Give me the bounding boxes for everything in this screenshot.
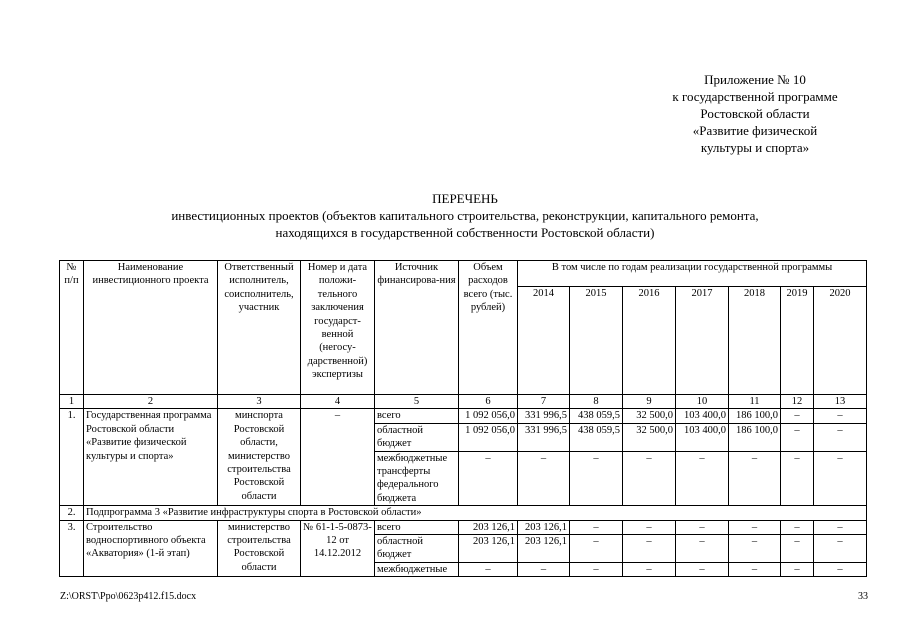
table-row	[60, 520, 867, 534]
value-cell: –	[781, 451, 814, 506]
project-executor: министерство строительства Ростовской области	[218, 520, 301, 577]
value-cell: 32 500,0	[623, 423, 676, 451]
value-cell: 203 126,1	[518, 535, 570, 563]
funding-source: областной бюджет	[375, 535, 459, 563]
value-cell: –	[676, 451, 729, 506]
value-cell: –	[814, 520, 867, 534]
value-cell: –	[814, 451, 867, 506]
project-expertise: № 61-1-5-0873-12 от 14.12.2012	[301, 520, 375, 577]
header-year: 2020	[814, 287, 867, 395]
appendix-line: «Развитие физической	[692, 123, 818, 138]
value-cell: –	[570, 535, 623, 563]
header-year: 2017	[676, 287, 729, 395]
header-year: 2014	[518, 287, 570, 395]
document-subtitle: находящихся в государственной собственности Ростовской области)	[275, 225, 655, 240]
header-year: 2015	[570, 287, 623, 395]
investment-projects-table	[59, 260, 867, 577]
value-cell: –	[570, 451, 623, 506]
value-cell: –	[623, 451, 676, 506]
appendix-line: культуры и спорта»	[700, 140, 810, 155]
document-title: ПЕРЕЧЕНЬ	[432, 191, 498, 206]
header-source: Источник финансирова-ния	[375, 261, 459, 395]
funding-source: межбюджетные трансферты федерального бюджета	[375, 451, 459, 506]
value-cell: –	[781, 409, 814, 423]
header-row	[60, 261, 867, 287]
value-cell: –	[676, 562, 729, 576]
header-year: 2016	[623, 287, 676, 395]
value-cell: –	[781, 423, 814, 451]
value-cell: 103 400,0	[676, 409, 729, 423]
value-cell: –	[518, 451, 570, 506]
value-cell: –	[781, 562, 814, 576]
value-cell: –	[814, 562, 867, 576]
value-cell: 103 400,0	[676, 423, 729, 451]
column-number: 7	[518, 395, 570, 409]
column-number: 11	[729, 395, 781, 409]
row-number: 3.	[60, 520, 84, 577]
header-executor: Ответственный исполнитель, соисполнитель, участник	[218, 261, 301, 395]
header-year: 2019	[781, 287, 814, 395]
column-number: 8	[570, 395, 623, 409]
subprogram-title: Подпрограмма 3 «Развитие инфраструктуры спорта в Ростовской области»	[84, 506, 867, 520]
column-number: 6	[459, 395, 518, 409]
funding-source: областной бюджет	[375, 423, 459, 451]
footer-page-number: 33	[858, 591, 868, 602]
value-cell: –	[729, 451, 781, 506]
footer-file-path: Z:\ORST\Ppo\0623p412.f15.docx	[60, 591, 197, 602]
appendix-line: к государственной программе	[672, 89, 838, 104]
value-cell: 438 059,5	[570, 423, 623, 451]
column-number: 9	[623, 395, 676, 409]
column-number: 1	[60, 395, 84, 409]
value-cell: 1 092 056,0	[459, 423, 518, 451]
project-name: Строительство водноспортивного объекта «Акватория» (1-й этап)	[84, 520, 218, 577]
header-volume: Объем расходов всего (тыс. рублей)	[459, 261, 518, 395]
appendix-line: Приложение № 10	[704, 72, 806, 87]
value-cell: –	[814, 409, 867, 423]
value-cell: –	[570, 520, 623, 534]
header-years-group: В том числе по годам реализации государственной программы	[518, 261, 867, 287]
value-cell: –	[518, 562, 570, 576]
header-name: Наименование инвестиционного проекта	[84, 261, 218, 395]
value-cell: –	[623, 520, 676, 534]
row-number: 2.	[60, 506, 84, 520]
document-heading	[60, 190, 870, 241]
table-row	[60, 506, 867, 520]
value-cell: –	[459, 451, 518, 506]
project-expertise: –	[301, 409, 375, 506]
column-number: 13	[814, 395, 867, 409]
column-number: 12	[781, 395, 814, 409]
document-subtitle: инвестиционных проектов (объектов капитального строительства, реконструкции, капитального ремонта,	[171, 208, 759, 223]
value-cell: 186 100,0	[729, 423, 781, 451]
row-number: 1.	[60, 409, 84, 506]
appendix-block	[640, 71, 870, 156]
value-cell: 331 996,5	[518, 409, 570, 423]
value-cell: 203 126,1	[518, 520, 570, 534]
value-cell: 203 126,1	[459, 520, 518, 534]
value-cell: 331 996,5	[518, 423, 570, 451]
value-cell: 438 059,5	[570, 409, 623, 423]
header-year: 2018	[729, 287, 781, 395]
value-cell: –	[676, 535, 729, 563]
table-row	[60, 409, 867, 423]
column-number: 3	[218, 395, 301, 409]
value-cell: –	[676, 520, 729, 534]
value-cell: –	[729, 562, 781, 576]
value-cell: –	[781, 520, 814, 534]
project-name: Государственная программа Ростовской области «Развитие физической культуры и спорта»	[84, 409, 218, 506]
funding-source: всего	[375, 409, 459, 423]
column-number: 4	[301, 395, 375, 409]
value-cell: –	[459, 562, 518, 576]
value-cell: –	[781, 535, 814, 563]
value-cell: –	[623, 535, 676, 563]
value-cell: –	[729, 535, 781, 563]
column-number: 2	[84, 395, 218, 409]
value-cell: –	[570, 562, 623, 576]
value-cell: 32 500,0	[623, 409, 676, 423]
column-number: 5	[375, 395, 459, 409]
project-executor: минспорта Ростовской области, министерство строительства Ростовской области	[218, 409, 301, 506]
funding-source: межбюджетные	[375, 562, 459, 576]
funding-source: всего	[375, 520, 459, 534]
column-number-row	[60, 395, 867, 409]
column-number: 10	[676, 395, 729, 409]
value-cell: –	[814, 423, 867, 451]
header-num: № п/п	[60, 261, 84, 395]
value-cell: –	[814, 535, 867, 563]
appendix-line: Ростовской области	[700, 106, 810, 121]
value-cell: 186 100,0	[729, 409, 781, 423]
value-cell: –	[729, 520, 781, 534]
value-cell: 1 092 056,0	[459, 409, 518, 423]
value-cell: –	[623, 562, 676, 576]
header-expertise: Номер и дата положи-тельного заключения государст-венной (негосу-дарственной) экспертизы	[301, 261, 375, 395]
value-cell: 203 126,1	[459, 535, 518, 563]
